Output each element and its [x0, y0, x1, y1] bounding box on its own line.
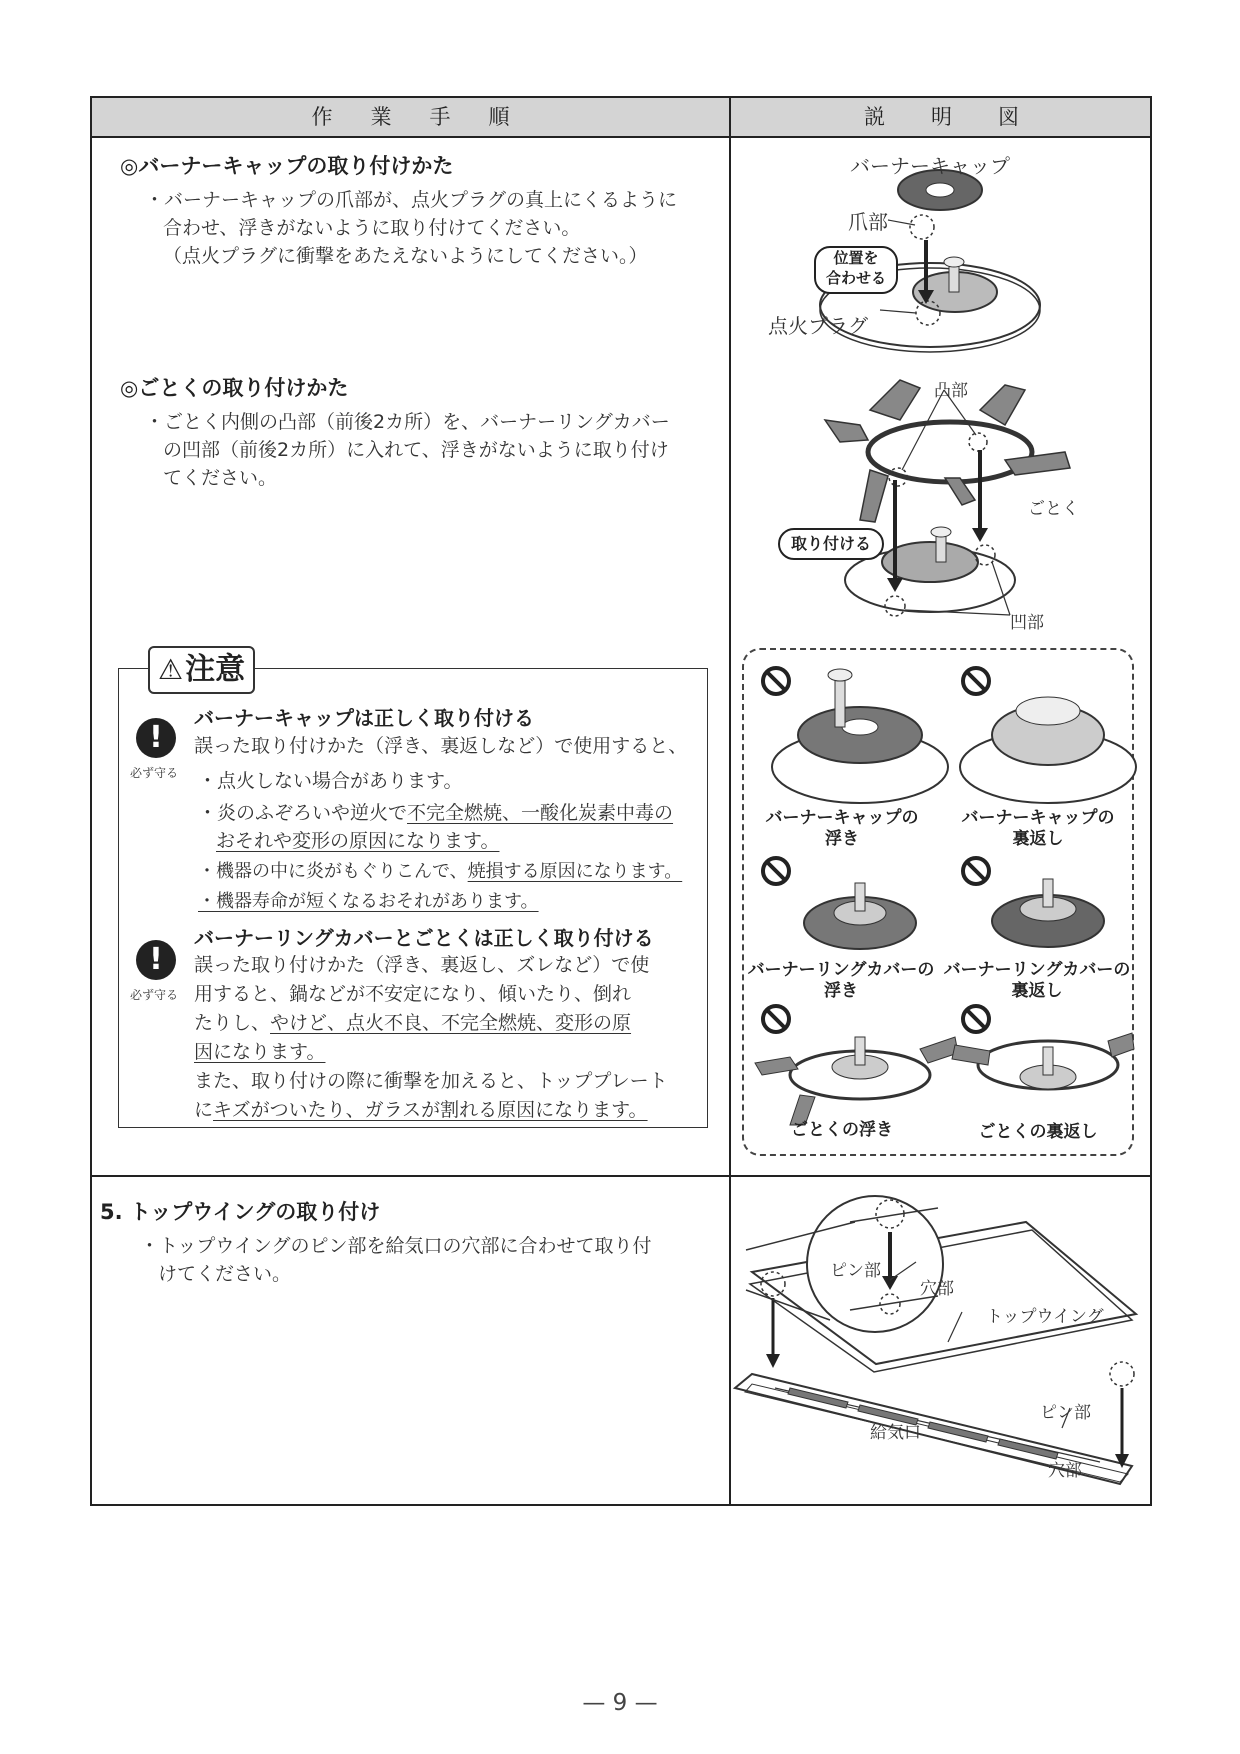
- caution-b1-line-5: ・機器寿命が短くなるおそれがあります。: [198, 891, 539, 912]
- label-pin-2: ピン部: [1040, 1403, 1091, 1423]
- caution-b2-line-2: 用すると、鍋などが不安定になり、傾いたり、倒れ: [194, 983, 632, 1005]
- caution-b2-line-3: たりし、やけど、点火不良、不完全燃焼、変形の原: [194, 1012, 632, 1034]
- section-top-wing-title: 5. トップウイングの取り付け: [100, 1200, 381, 1224]
- mandatory-icon: !: [136, 940, 176, 980]
- top-wing-line-2: けてください。: [158, 1263, 292, 1285]
- align-pill: 位置を 合わせる: [814, 246, 898, 294]
- row-divider: [92, 1175, 1150, 1177]
- gotoku-illustration: [830, 380, 1030, 630]
- table-header: [92, 98, 1150, 138]
- header-illustration: 説明図: [864, 105, 1065, 129]
- wrong-example-caption: バーナーリングカバーの 浮き: [747, 960, 935, 1001]
- attach-pill: 取り付ける: [778, 528, 884, 560]
- burner-cap-line-3: （点火プラグに衝撃をあたえないようにしてください。）: [163, 245, 648, 267]
- label-concave: 凹部: [1010, 613, 1044, 633]
- wrong-example-caption: バーナーリングカバーの 裏返し: [943, 960, 1131, 1001]
- caution-heading: ⚠注意: [148, 646, 255, 694]
- wrong-example-caption: ごとくの裏返し: [978, 1122, 1098, 1142]
- caution-b2-line-4: 因になります。: [194, 1041, 326, 1063]
- label-ignition-plug: 点火プラグ: [768, 314, 868, 338]
- header-procedure: 作業手順: [311, 105, 548, 129]
- mandatory-label: 必ず守る: [130, 988, 179, 1002]
- caution-b1-intro: 誤った取り付けかた（浮き、裏返しなど）で使用すると、: [194, 735, 688, 757]
- mandatory-label: 必ず守る: [130, 766, 179, 780]
- column-divider: [729, 98, 731, 1504]
- caution-b2-line-5: また、取り付けの際に衝撃を加えると、トッププレート: [194, 1070, 668, 1092]
- caution-b2-line-6: にキズがついたり、ガラスが割れる原因になります。: [194, 1099, 648, 1121]
- caution-b1-line-3: おそれや変形の原因になります。: [216, 830, 500, 852]
- page-number: — 9 —: [582, 1690, 658, 1716]
- burner-cap-illustration: [740, 180, 1140, 370]
- mandatory-icon: !: [136, 718, 176, 758]
- label-hole-1: 穴部: [920, 1279, 954, 1299]
- top-wing-line-1: ・トップウイングのピン部を給気口の穴部に合わせて取り付: [140, 1235, 652, 1257]
- gotoku-line-1: ・ごとく内側の凸部（前後2カ所）を、バーナーリングカバー: [145, 411, 670, 433]
- caution-b1-line-4: ・機器の中に炎がもぐりこんで、焼損する原因になります。: [198, 861, 683, 882]
- label-pin-1: ピン部: [830, 1261, 881, 1281]
- caution-b1-line-1: ・点火しない場合があります。: [198, 770, 463, 792]
- caution-burner-cap-title: バーナーキャップは正しく取り付ける: [194, 706, 534, 730]
- wrong-example-caption: バーナーキャップの 浮き: [765, 808, 919, 849]
- warning-triangle-icon: ⚠: [158, 653, 184, 686]
- caution-b2-line-1: 誤った取り付けかた（浮き、裏返し、ズレなど）で使: [194, 954, 650, 976]
- caution-b1-line-2: ・炎のふぞろいや逆火で不完全燃焼、一酸化炭素中毒の: [198, 802, 674, 824]
- label-hole-2: 穴部: [1048, 1461, 1082, 1481]
- section-gotoku-title: ◎ごとくの取り付けかた: [120, 376, 349, 400]
- caution-ring-cover-title: バーナーリングカバーとごとくは正しく取り付ける: [194, 926, 654, 950]
- wrong-example-caption: バーナーキャップの 裏返し: [961, 808, 1115, 849]
- label-convex: 凸部: [934, 381, 968, 401]
- burner-cap-line-2: 合わせ、浮きがないように取り付けてください。: [163, 217, 581, 239]
- label-top-wing: トップウイング: [986, 1307, 1104, 1327]
- burner-cap-line-1: ・バーナーキャップの爪部が、点火プラグの真上にくるように: [145, 189, 678, 211]
- label-air-vent: 給気口: [870, 1423, 921, 1443]
- section-burner-cap-title: ◎バーナーキャップの取り付けかた: [120, 154, 454, 178]
- gotoku-line-2: の凹部（前後2カ所）に入れて、浮きがないように取り付け: [163, 439, 669, 461]
- label-gotoku: ごとく: [1028, 499, 1079, 519]
- label-burner-cap: バーナーキャップ: [850, 154, 1010, 178]
- label-claw: 爪部: [848, 210, 888, 234]
- gotoku-line-3: てください。: [163, 467, 278, 489]
- wrong-example-caption: ごとくの浮き: [791, 1120, 893, 1140]
- wrong-examples-illustrations: [760, 665, 1120, 1145]
